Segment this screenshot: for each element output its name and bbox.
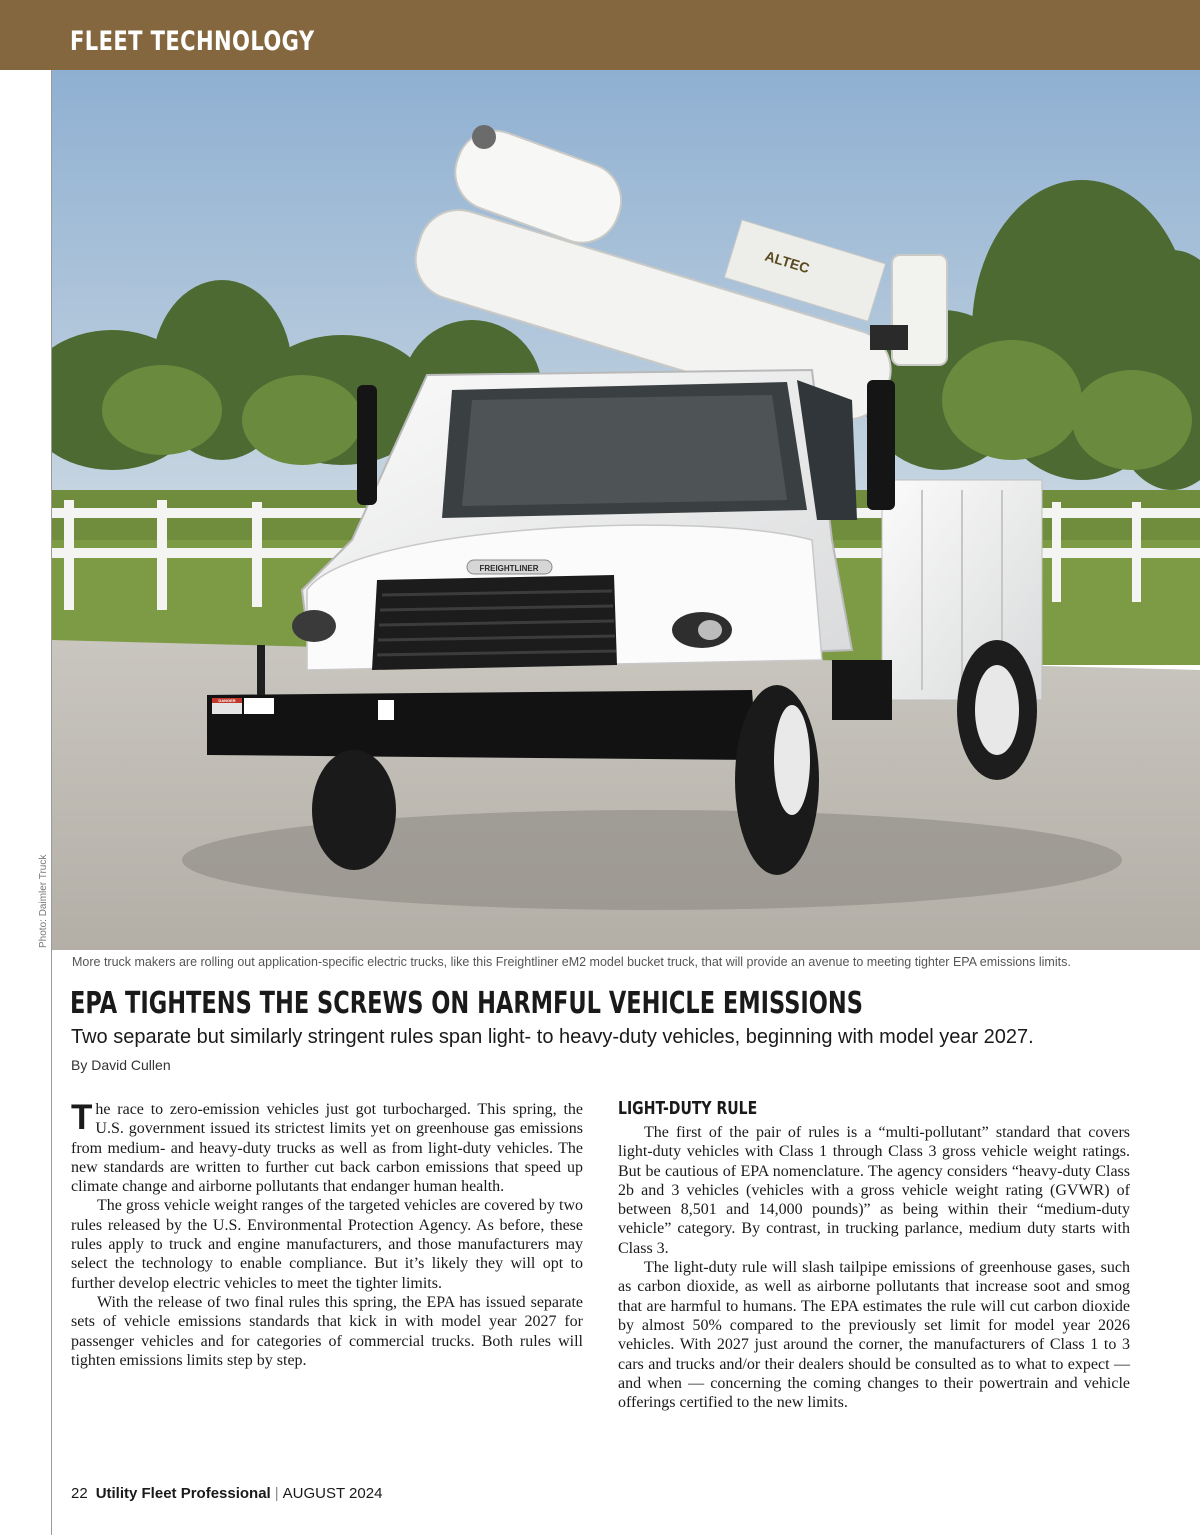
- photo-caption: More truck makers are rolling out application-specific electric trucks, like this Freightliner eM2 model bucket truck, that will provide an avenue to meeting tighter EPA emissions limits.: [72, 955, 1071, 969]
- subsection-heading: LIGHT-DUTY RULE: [618, 1098, 758, 1119]
- body-paragraph: The gross vehicle weight ranges of the targeted vehicles are covered by two rules released by the U.S. Environmental Protection Agency. As before, these rules apply to truck and engine manufacturers, and those manufacturers may select the technology to enable compliance. But it’s likely they will opt to further develop electric vehicles to meet the tighter limits.: [71, 1197, 583, 1292]
- section-title: FLEET TECHNOLOGY: [70, 26, 315, 57]
- body-column-left: [71, 1100, 583, 1370]
- paragraph-text: he race to zero-emission vehicles just got turbocharged. This spring, the U.S. government issued its strictest limits yet on greenhouse gas emissions from medium- and heavy-duty trucks as well as from light-duty vehicles. The new standards are written to further cut back carbon emissions that speed up climate change and airborne pollutants that endanger human health.: [71, 1101, 583, 1196]
- issue-date: AUGUST 2024: [282, 1485, 383, 1502]
- footer-separator: |: [274, 1485, 279, 1502]
- page-number: 22: [71, 1485, 88, 1502]
- body-column-right: [618, 1097, 1130, 1412]
- article-subhead: Two separate but similarly stringent rules span light- to heavy-duty vehicles, beginning with model year 2027.: [71, 1026, 1034, 1048]
- article-byline: By David Cullen: [71, 1057, 171, 1073]
- photo-credit: Photo: Daimler Truck: [38, 854, 49, 948]
- body-paragraph: With the release of two final rules this spring, the EPA has issued separate sets of vehicle emissions standards that kick in with model year 2027 for passenger vehicles and for categories of commercial trucks. Both rules will tighten emissions limits step by step.: [71, 1293, 583, 1369]
- body-paragraph: The first of the pair of rules is a “multi-pollutant” standard that covers light-duty vehicles with Class 1 through Class 3 gross vehicle weight ratings. But be cautious of EPA nomenclature. The agency considers “heavy-duty Class 2b and 3 vehicles (vehicles with a gross vehicle weight rating (GVWR) of between 8,501 and 14,000 pounds)” as being within their “medium-duty vehicle” category. By contrast, in trucking parlance, medium duty starts with Class 3.: [618, 1124, 1130, 1257]
- publication-name: Utility Fleet Professional: [95, 1485, 271, 1502]
- boom-logo-text: ALTEC: [763, 247, 812, 277]
- article-photo: [52, 70, 1200, 950]
- page-footer: [71, 1485, 382, 1502]
- section-header-bar: [0, 0, 1200, 70]
- article-headline: EPA TIGHTENS THE SCREWS ON HARMFUL VEHICLE EMISSIONS: [70, 986, 863, 1021]
- drop-cap: T: [71, 1098, 93, 1137]
- bumper-danger-text: DANGER: [218, 698, 236, 703]
- body-paragraph: The light-duty rule will slash tailpipe emissions of greenhouse gases, such as carbon dioxide, as well as airborne pollutants that increase soot and smog that are harmful to humans. The EPA estimates the rule will cut carbon dioxide by almost 50% compared to the previously set limit for model year 2026 vehicles. With 2027 just around the corner, the manufacturers of Class 1 to 3 cars and trucks and/or their dealers should be consulted as to what to expect — and when — concerning the coming changes to their powertrain and vehicle offerings certified to the new limits.: [618, 1259, 1130, 1412]
- grille-badge-text: FREIGHTLINER: [479, 564, 539, 573]
- body-paragraph: [71, 1100, 583, 1196]
